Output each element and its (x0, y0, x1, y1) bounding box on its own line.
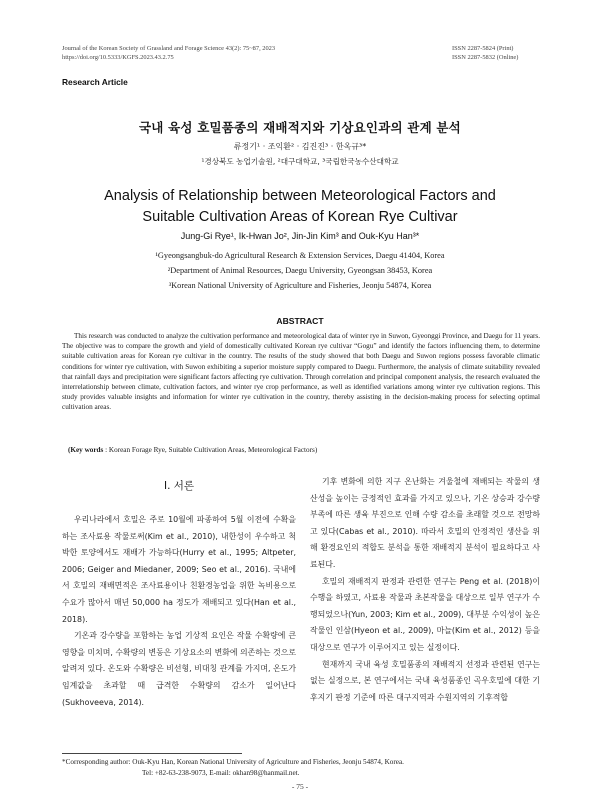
left-column (62, 502, 296, 711)
body-paragraph: 기온과 강수량을 포함하는 농업 기상적 요인은 작물 수확량에 큰 영향을 미치며, 수확량의 변동은 기상요소의 변화에 의존하는 것으로 알려져 있다. 온도와 수확량은 비선형, 비대칭 관계를 가지며, 온도가 임계값을 초과할 때 급격한 수확량의 감소가 일어난다(Sukhoveeva, 2014). (62, 631, 296, 707)
page-number: - 75 - (291, 782, 309, 791)
keywords-label: (Key words (68, 446, 104, 454)
doi-link[interactable]: https://doi.org/10.5333/KGFS.2023.43.2.75 (62, 54, 174, 61)
abstract-heading: ABSTRACT (276, 316, 324, 326)
body-paragraph: 기후 변화에 의한 지구 온난화는 겨울철에 재배되는 작물의 생산성을 높이는 긍정적인 효과를 가지고 있으나, 기온 상승과 강수량 부족에 따른 생육 부진으로 인해 수량 감소를 초래할 것으로 전망하고 있다(Cabas et al., 2010). 따라서 호밀의 안정적인 생산을 위해 환경요인의 적합도 분석을 통한 재배적지 분석이 필요하다고 사료된다. (310, 477, 540, 569)
english-title-line1: Analysis of Relationship between Meteorological Factors and (104, 188, 496, 204)
body-paragraph: 우리나라에서 호밀은 주로 10월에 파종하여 5월 이전에 수확을 하는 조사료용 작물로써(Kim et al., 2010), 내한성이 우수하고 척박한 토양에서도 재배가 가능하다(Hurry et al., 1995; Altpeter, 2006; Geiger and Miedaner, 2009; Seo et al., 2016). 국내에서 호밀의 재배면적은 조사료용이나 친환경농업을 위한 녹비용으로 수요가 많아서 매년 50,000 ha 정도가 재배되고 있다(Han et al., 2018). (62, 515, 296, 624)
article-type: Research Article (62, 77, 128, 87)
korean-authors: 류정기¹ · 조익환² · 김진진³ · 한옥규³* (233, 142, 367, 151)
affiliation-1: ¹Gyeongsangbuk-do Agricultural Research & Extension Services, Daegu 41404, Korea (155, 251, 445, 260)
body-paragraph: 호밀의 재배적지 판정과 관련한 연구는 Peng et al. (2018)이 수행을 하였고, 사료용 작물과 초본작물을 대상으로 일부 연구가 수행되었으나(Yun, 2003; Kim et al., 2009), 대부분 수익성이 높은 작물인 인삼(Hyeon et al., 2009), 마늘(Kim et al., 2012) 등을 대상으로 연구가 이루어지고 있는 실정이다. (310, 576, 540, 652)
corresponding-author-footnote (62, 757, 542, 779)
right-column (310, 474, 540, 706)
korean-affiliations: ¹경상북도 농업기술원, ²대구대학교, ³국립한국농수산대학교 (201, 157, 399, 166)
keywords-text: : Korean Forage Rye, Suitable Cultivation Areas, Meteorological Factors) (105, 446, 318, 454)
journal-citation: Journal of the Korean Society of Grassland and Forage Science 43(2): 75~87, 2023 (62, 45, 276, 52)
english-title (0, 186, 600, 228)
affiliation-2: ²Department of Animal Resources, Daegu University, Gyeongsan 38453, Korea (167, 266, 433, 275)
section-heading-introduction: I. 서론 (163, 480, 195, 492)
issn-block (452, 44, 518, 62)
keywords (68, 446, 317, 454)
footnote-line-2: Tel: +82-63-238-9073, E-mail: okhan98@hanmail.net. (142, 769, 300, 777)
issn-online: ISSN 2287-5832 (Online) (452, 54, 519, 61)
english-title-line2: Suitable Cultivation Areas of Korean Rye Cultivar (142, 209, 458, 225)
abstract-text: This research was conducted to analyze the cultivation performance and meteorological data of winter rye in Suwon, Gyeonggi Province, and Daegu for 11 years. The objective was to compare the growth and yield of domestically cultivated Korean rye cultivar “Gogu” and identify the factors influencing them, to determine suitable cultivation areas for Korean rye cultivar in the country. The results of the study showed that both Daegu and Suwon regions possess favorable climatic conditions for winter rye cultivation, with Suwon exhibiting a superior moisture supply compared to Daegu. Furthermore, the analysis of climate suitability revealed that rainfall days and precipitation were significant factors affecting rye cultivation. Through correlation and principal component analysis, the research evaluated the interrelationship between climate, cultivation factors, and winter rye crop performance, as well as identified variations among winter rye cultivation regions. This study provides valuable insights and information for winter rye cultivation in the country, thereby assisting in the decision-making process for selecting optimal cultivation areas. (62, 332, 540, 412)
affiliation-3: ³Korean National University of Agriculture and Fisheries, Jeonju 54874, Korea (168, 281, 432, 290)
footnote-divider (62, 753, 242, 754)
footnote-line-1: *Corresponding author: Ouk-Kyu Han, Korean National University of Agriculture and Fisheries, Jeonju 54874, Korea. (62, 758, 404, 766)
english-authors: Jung-Gi Rye¹, Ik-Hwan Jo², Jin-Jin Kim³ and Ouk-Kyu Han³* (180, 231, 420, 241)
body-paragraph: 현재까지 국내 육성 호밀품종의 재배적지 선정과 관련된 연구는 없는 실정으로, 본 연구에서는 국내 육성품종인 곡우호밀에 대한 기후지기 판정 기준에 따른 대구지역과 수원지역의 기후적합 (310, 659, 540, 702)
issn-print: ISSN 2287-5824 (Print) (452, 45, 514, 52)
korean-title: 국내 육성 호밀품종의 재배적지와 기상요인과의 관계 분석 (139, 120, 461, 135)
journal-header (62, 44, 275, 62)
